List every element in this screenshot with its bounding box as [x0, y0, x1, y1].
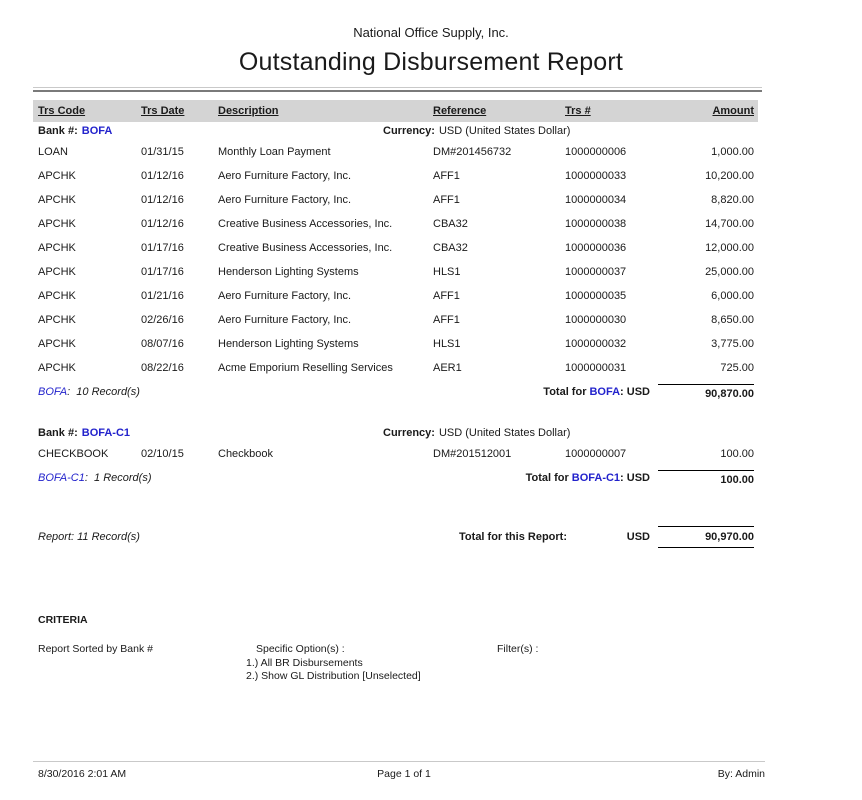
cell-reference: AER1: [433, 362, 462, 374]
bank-total-amount: 100.00: [658, 470, 754, 490]
cell-reference: AFF1: [433, 170, 460, 182]
criteria-heading: CRITERIA: [38, 614, 88, 626]
cell-trs-date: 01/17/16: [141, 266, 184, 278]
currency-group: [383, 122, 570, 140]
report-record-count: Report: 11 Record(s): [38, 531, 140, 543]
cell-trs-date: 01/17/16: [141, 242, 184, 254]
cell-description: Henderson Lighting Systems: [218, 338, 359, 350]
footer-rule: [33, 761, 765, 762]
cell-trs-code: APCHK: [38, 314, 76, 326]
cell-trs-number: 1000000034: [565, 194, 627, 206]
table-row: [33, 212, 754, 236]
table-row: [33, 356, 754, 380]
column-header-amount: Amount: [712, 105, 754, 117]
cell-description: Monthly Loan Payment: [218, 146, 331, 158]
report-total-amount: 90,970.00: [658, 526, 754, 548]
bank-group-bofa: [0, 122, 862, 404]
cell-description: Creative Business Accessories, Inc.: [218, 242, 393, 254]
page-title: Outstanding Disbursement Report: [238, 48, 624, 76]
table-row: [33, 442, 754, 466]
cell-trs-code: LOAN: [38, 146, 68, 158]
report-total-currency: USD: [626, 531, 650, 543]
cell-description: Checkbook: [218, 448, 274, 460]
cell-trs-code: APCHK: [38, 266, 76, 278]
cell-trs-date: 02/10/15: [141, 448, 184, 460]
bank-label: Bank #:: [38, 427, 78, 439]
footer-page-number: Page 1 of 1: [377, 768, 431, 780]
record-count: [38, 386, 543, 398]
cell-trs-code: APCHK: [38, 338, 76, 350]
footer-generated-by: By: Admin: [717, 768, 765, 780]
cell-trs-number: 1000000030: [565, 314, 627, 326]
cell-description: Henderson Lighting Systems: [218, 266, 359, 278]
cell-amount: 725.00: [720, 362, 754, 374]
cell-reference: HLS1: [433, 338, 461, 350]
bank-total-row: [38, 380, 754, 404]
bank-group-bofa-c1: [0, 424, 862, 490]
cell-trs-code: APCHK: [38, 290, 76, 302]
specific-option-1: 1.) All BR Disbursements: [246, 656, 363, 669]
footer-datetime: 8/30/2016 2:01 AM: [38, 768, 127, 780]
cell-description: Aero Furniture Factory, Inc.: [218, 314, 352, 326]
cell-trs-code: APCHK: [38, 170, 76, 182]
record-count-text: : 1 Record(s): [84, 472, 152, 484]
cell-trs-number: 1000000033: [565, 170, 627, 182]
cell-trs-code: APCHK: [38, 194, 76, 206]
cell-amount: 8,650.00: [711, 314, 754, 326]
cell-description: Creative Business Accessories, Inc.: [218, 218, 393, 230]
record-count: [38, 472, 526, 484]
specific-options-label: Specific Option(s) :: [256, 643, 345, 655]
cell-trs-number: 1000000006: [565, 146, 627, 158]
criteria-sorted-by: Report Sorted by Bank #: [38, 643, 153, 655]
report-total-label: Total for this Report:: [459, 531, 567, 543]
total-for-text: Total for: [543, 386, 587, 398]
cell-trs-number: 1000000037: [565, 266, 627, 278]
bank-total-label: [543, 386, 650, 398]
title-rule: [33, 87, 762, 92]
criteria-specific-options: [246, 643, 497, 684]
cell-amount: 6,000.00: [711, 290, 754, 302]
currency-group: [383, 424, 570, 442]
criteria-row: [38, 643, 862, 684]
criteria-filters-label: Filter(s) :: [497, 643, 539, 655]
table-row: [33, 260, 754, 284]
currency-value: USD (United States Dollar): [438, 125, 571, 137]
currency-label: Currency:: [383, 427, 435, 439]
cell-amount: 3,775.00: [711, 338, 754, 350]
bank-rows: [0, 140, 862, 380]
table-row: [33, 140, 754, 164]
cell-trs-code: APCHK: [38, 218, 76, 230]
company-name: National Office Supply, Inc.: [353, 25, 509, 40]
currency-label: Currency:: [383, 125, 435, 137]
cell-amount: 10,200.00: [705, 170, 754, 182]
bank-code-link[interactable]: BOFA-C1: [81, 427, 131, 439]
table-row: [33, 284, 754, 308]
cell-amount: 12,000.00: [705, 242, 754, 254]
cell-trs-date: 01/21/16: [141, 290, 184, 302]
cell-trs-date: 02/26/16: [141, 314, 184, 326]
table-row: [33, 164, 754, 188]
cell-description: Aero Furniture Factory, Inc.: [218, 194, 352, 206]
column-header-trs-date: Trs Date: [141, 105, 185, 117]
cell-description: Aero Furniture Factory, Inc.: [218, 290, 352, 302]
bank-header-row: [38, 424, 862, 442]
cell-trs-code: CHECKBOOK: [38, 448, 109, 460]
cell-trs-number: 1000000007: [565, 448, 627, 460]
bank-code-link[interactable]: BOFA: [81, 125, 113, 137]
cell-reference: AFF1: [433, 314, 460, 326]
section-spacer: [0, 404, 862, 424]
cell-amount: 8,820.00: [711, 194, 754, 206]
bank-total-row: [38, 466, 754, 490]
column-header-trs-number: Trs #: [565, 105, 591, 117]
cell-trs-code: APCHK: [38, 362, 76, 374]
cell-amount: 1,000.00: [711, 146, 754, 158]
bank-total-label: [526, 472, 650, 484]
bank-code-link[interactable]: BOFA: [589, 386, 621, 398]
cell-reference: DM#201512001: [433, 448, 512, 460]
cell-trs-date: 01/12/16: [141, 194, 184, 206]
cell-amount: 25,000.00: [705, 266, 754, 278]
cell-trs-number: 1000000031: [565, 362, 627, 374]
footer: [33, 767, 765, 781]
bank-header-row: [38, 122, 862, 140]
cell-trs-code: APCHK: [38, 242, 76, 254]
cell-description: Acme Emporium Reselling Services: [218, 362, 393, 374]
cell-trs-number: 1000000038: [565, 218, 627, 230]
column-header-description: Description: [218, 105, 279, 117]
cell-reference: HLS1: [433, 266, 461, 278]
total-currency-text: : USD: [620, 386, 650, 398]
record-count-text: : 10 Record(s): [67, 386, 140, 398]
table-row: [33, 188, 754, 212]
total-currency-text: : USD: [620, 472, 650, 484]
cell-trs-date: 01/12/16: [141, 170, 184, 182]
cell-reference: DM#201456732: [433, 146, 512, 158]
cell-reference: AFF1: [433, 290, 460, 302]
cell-amount: 14,700.00: [705, 218, 754, 230]
cell-trs-date: 08/07/16: [141, 338, 184, 350]
bank-code-link[interactable]: BOFA: [38, 386, 68, 398]
column-header-reference: Reference: [433, 105, 487, 117]
cell-trs-number: 1000000035: [565, 290, 627, 302]
bank-rows: [0, 442, 862, 466]
column-header-trs-code: Trs Code: [38, 105, 86, 117]
cell-reference: AFF1: [433, 194, 460, 206]
bank-total-amount: 90,870.00: [658, 384, 754, 404]
bank-code-link[interactable]: BOFA-C1: [38, 472, 85, 484]
table-header: [33, 100, 758, 122]
report-total-row: [38, 525, 754, 549]
cell-reference: CBA32: [433, 218, 468, 230]
bank-label: Bank #:: [38, 125, 78, 137]
table-row: [33, 332, 754, 356]
total-for-text: Total for: [525, 472, 569, 484]
bank-code-link[interactable]: BOFA-C1: [571, 472, 621, 484]
table-row: [33, 236, 754, 260]
cell-trs-date: 01/31/15: [141, 146, 184, 158]
cell-amount: 100.00: [720, 448, 754, 460]
table-row: [33, 308, 754, 332]
cell-reference: CBA32: [433, 242, 468, 254]
cell-description: Aero Furniture Factory, Inc.: [218, 170, 352, 182]
cell-trs-date: 01/12/16: [141, 218, 184, 230]
cell-trs-date: 08/22/16: [141, 362, 184, 374]
cell-trs-number: 1000000032: [565, 338, 627, 350]
currency-value: USD (United States Dollar): [438, 427, 571, 439]
cell-trs-number: 1000000036: [565, 242, 627, 254]
specific-option-2: 2.) Show GL Distribution [Unselected]: [246, 670, 421, 682]
